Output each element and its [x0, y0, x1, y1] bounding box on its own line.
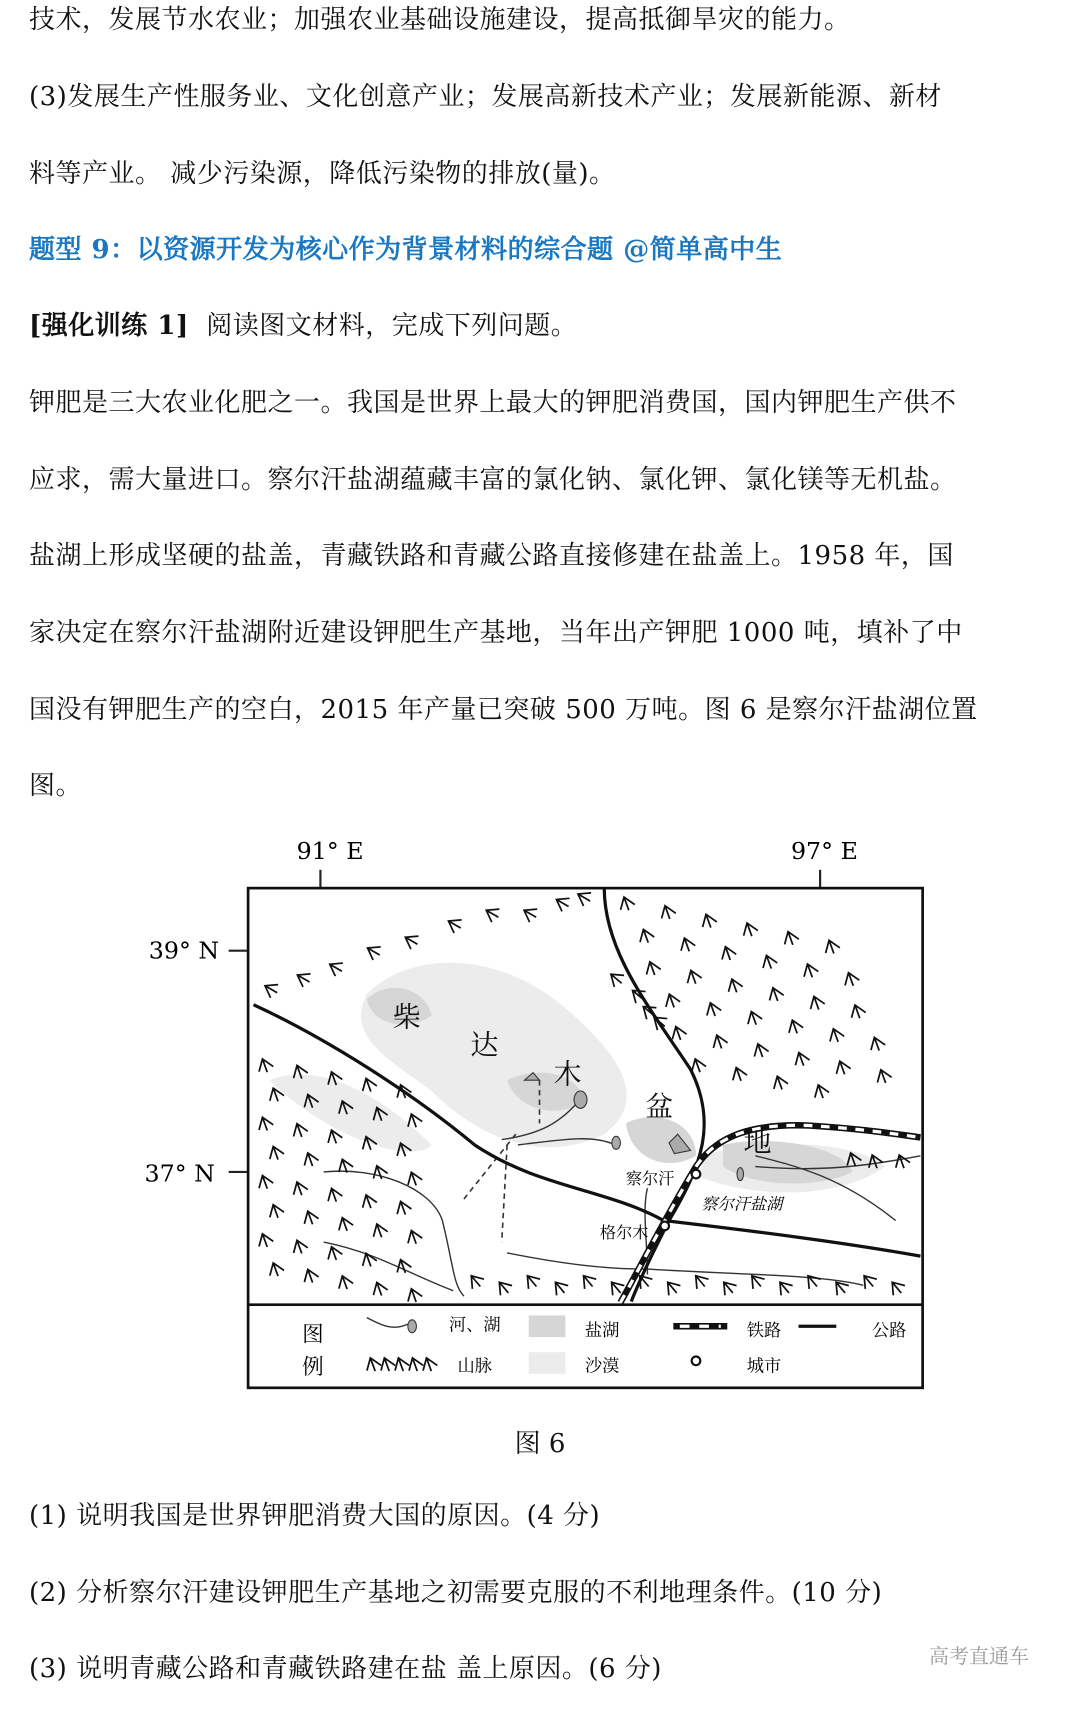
- mountain-glyph: [574, 888, 594, 908]
- mountain-glyph: [290, 1238, 309, 1256]
- figure-caption: 图 6: [514, 1429, 566, 1459]
- mountain-glyph: [766, 985, 785, 1003]
- mountain-glyph: [255, 1115, 274, 1133]
- place-chaerhan: 察尔汗: [625, 1168, 675, 1188]
- mountain-glyph: [370, 1222, 389, 1240]
- mountain-glyph: [729, 1065, 748, 1083]
- mountain-glyph: [578, 1271, 599, 1291]
- mountain-glyph: [404, 1286, 423, 1304]
- mountain-glyph: [662, 1277, 683, 1297]
- question: (2) 分析察尔汗建设钾肥生产基地之初需要克服的不利地理条件。(10 分): [29, 1578, 883, 1608]
- mountain-glyph: [658, 903, 677, 921]
- mountain-glyph: [833, 1059, 852, 1077]
- mountain-glyph: [867, 1035, 886, 1053]
- question: (3) 说明青藏公路和青藏铁路建在盐 盖上原因。(6 分): [29, 1654, 662, 1684]
- mountain-glyph: [841, 970, 860, 988]
- mountain-glyph: [553, 893, 573, 913]
- mountain-glyph: [301, 1267, 320, 1285]
- mountain-glyph: [393, 1199, 412, 1217]
- material-line: 国没有钾肥生产的空白，2015 年产量已突破 500 万吨。图 6 是察尔汗盐湖位置: [29, 695, 978, 725]
- paragraph-line: 料等产业。 减少污染源，降低污染物的排放(量)。: [29, 159, 616, 189]
- mountain-glyph: [892, 1152, 911, 1170]
- section-heading: 题型 9：以资源开发为核心作为背景材料的综合题 @简单高中生: [29, 235, 783, 265]
- mountain-glyph: [848, 1002, 867, 1020]
- map-legend: [302, 1316, 906, 1380]
- mountain-glyph: [822, 938, 841, 956]
- mountain-glyph: [359, 1251, 378, 1269]
- place-golmud: 格尔木: [599, 1222, 649, 1242]
- mountain-glyph: [800, 961, 819, 979]
- mountain-glyph: [335, 1215, 354, 1233]
- mountain-glyph: [811, 1082, 830, 1100]
- paragraph-line: 技术，发展节水农业；加强农业基础设施建设，提高抵御旱灾的能力。: [29, 5, 851, 35]
- mountain-glyph: [826, 1026, 845, 1044]
- lon-label: 91° E: [296, 836, 364, 865]
- mountain-glyph: [785, 1018, 804, 1036]
- mountain-glyph: [335, 1157, 354, 1175]
- mountain-glyph: [792, 1050, 811, 1068]
- legend-salt-lake: 盐湖: [584, 1321, 620, 1342]
- city-chaerhan-marker: [692, 1170, 701, 1179]
- mountain-glyph: [718, 1277, 739, 1297]
- mountain-icon: [363, 1355, 438, 1373]
- mountain-glyph: [703, 1000, 722, 1018]
- mountain-glyph: [266, 1202, 285, 1220]
- mountain-glyph: [370, 1280, 389, 1298]
- exercise-tag: [强化训练 1]: [29, 311, 189, 341]
- mountain-glyph: [886, 1277, 907, 1297]
- mountain-glyph: [359, 1192, 378, 1210]
- mountain-glyph: [606, 968, 626, 989]
- mountain-glyph: [301, 1209, 320, 1227]
- mountain-glyph: [744, 1009, 763, 1027]
- mountain-glyph: [643, 959, 662, 977]
- basin-char: 柴: [392, 1000, 421, 1034]
- mountain-glyph: [465, 1271, 486, 1291]
- mountain-glyph: [326, 958, 346, 978]
- mountain-glyph: [662, 992, 681, 1010]
- legend-river-lake: 河、湖: [448, 1315, 501, 1336]
- mountain-glyph: [445, 914, 465, 934]
- mountain-glyph: [359, 1076, 378, 1094]
- mountain-glyph: [802, 1271, 823, 1291]
- legend-desert: 沙漠: [584, 1356, 620, 1377]
- mountain-glyph: [290, 1179, 309, 1197]
- mountain-glyph: [759, 953, 778, 971]
- material-line: 应求，需大量进口。察尔汗盐湖蕴藏丰富的氯化钠、氯化钾、氯化镁等无机盐。: [29, 465, 957, 495]
- mountain-glyph: [404, 1228, 423, 1246]
- mountain-glyph: [710, 1033, 729, 1051]
- legend-railway: 铁路: [746, 1321, 782, 1342]
- place-chaerhan-salt-lake: 察尔汗盐湖: [701, 1194, 783, 1214]
- basin-char: 盆: [645, 1089, 674, 1123]
- mountain-glyph: [255, 1056, 274, 1074]
- legend-mountain: 山脉: [457, 1356, 492, 1377]
- material-line: 图。: [29, 771, 83, 801]
- question: (1) 说明我国是世界钾肥消费大国的原因。(4 分): [29, 1501, 601, 1531]
- legend-city: 城市: [746, 1356, 782, 1377]
- paragraph-line: (3)发展生产性服务业、文化创意产业；发展高新技术产业；发展新能源、新材: [29, 82, 942, 112]
- location-map: [140, 832, 939, 1404]
- mountain-glyph: [636, 927, 655, 945]
- basin-char: 地: [743, 1125, 772, 1159]
- mountain-glyph: [740, 920, 759, 938]
- mountain-glyph: [266, 1144, 285, 1162]
- mountain-glyph: [402, 931, 422, 951]
- city-golmud-marker: [660, 1222, 669, 1231]
- mountain-glyph: [858, 1271, 879, 1291]
- mountain-glyph: [725, 977, 744, 995]
- mountain-glyph: [290, 1121, 309, 1139]
- mountain-glyph: [690, 1271, 711, 1291]
- mountain-glyph: [807, 994, 826, 1012]
- lat-label: 39° N: [148, 936, 220, 965]
- mountain-glyph: [370, 1163, 389, 1181]
- mountain-glyph: [874, 1067, 893, 1085]
- mountain-glyph: [522, 1271, 543, 1291]
- mountain-glyph: [255, 1231, 274, 1249]
- watermark: 高考直通车: [929, 1644, 1029, 1668]
- material-line: 盐湖上形成坚硬的盐盖，青藏铁路和青藏公路直接修建在盐盖上。1958 年，国: [29, 541, 954, 571]
- mountain-glyph: [617, 894, 636, 912]
- legend-title: 例: [302, 1354, 324, 1380]
- mountain-glyph: [520, 904, 540, 924]
- material-line: 钾肥是三大农业化肥之一。我国是世界上最大的钾肥消费国，国内钾肥生产供不: [29, 388, 957, 418]
- mountain-glyph: [482, 904, 502, 924]
- material-line: 家决定在察尔汗盐湖附近建设钾肥生产基地，当年出产钾肥 1000 吨，填补了中: [29, 618, 963, 648]
- mountain-glyph: [261, 979, 281, 999]
- lat-label: 37° N: [144, 1159, 215, 1188]
- mountain-glyph: [699, 912, 718, 930]
- mountain-glyph: [255, 1173, 274, 1191]
- mountain-glyph: [770, 1074, 789, 1092]
- mountain-glyph: [294, 968, 314, 988]
- exercise-line: [29, 310, 577, 342]
- basin-char: 达: [470, 1028, 499, 1062]
- mountain-glyph: [324, 1186, 343, 1204]
- mountain-glyph: [781, 929, 800, 947]
- exercise-instruction: 阅读图文材料，完成下列问题。: [206, 311, 578, 341]
- legend-title: 图: [302, 1322, 324, 1348]
- mountain-glyph: [363, 1355, 382, 1373]
- mountain-glyph: [301, 1150, 320, 1168]
- mountain-glyph: [684, 968, 703, 986]
- mountain-glyph: [751, 1041, 770, 1059]
- mountain-glyph: [677, 936, 696, 954]
- basin-char: 木: [553, 1057, 582, 1091]
- mountain-glyph: [364, 941, 384, 961]
- mountain-glyph: [550, 1277, 571, 1297]
- mountain-glyph: [266, 1260, 285, 1278]
- mountain-glyph: [335, 1273, 354, 1291]
- lon-label: 97° E: [790, 836, 858, 865]
- mountain-glyph: [774, 1277, 795, 1297]
- mountain-glyph: [718, 944, 737, 962]
- mountain-glyph: [494, 1277, 515, 1297]
- mountain-glyph: [324, 1244, 343, 1262]
- city-icon: [692, 1357, 701, 1366]
- legend-road: 公路: [871, 1321, 907, 1342]
